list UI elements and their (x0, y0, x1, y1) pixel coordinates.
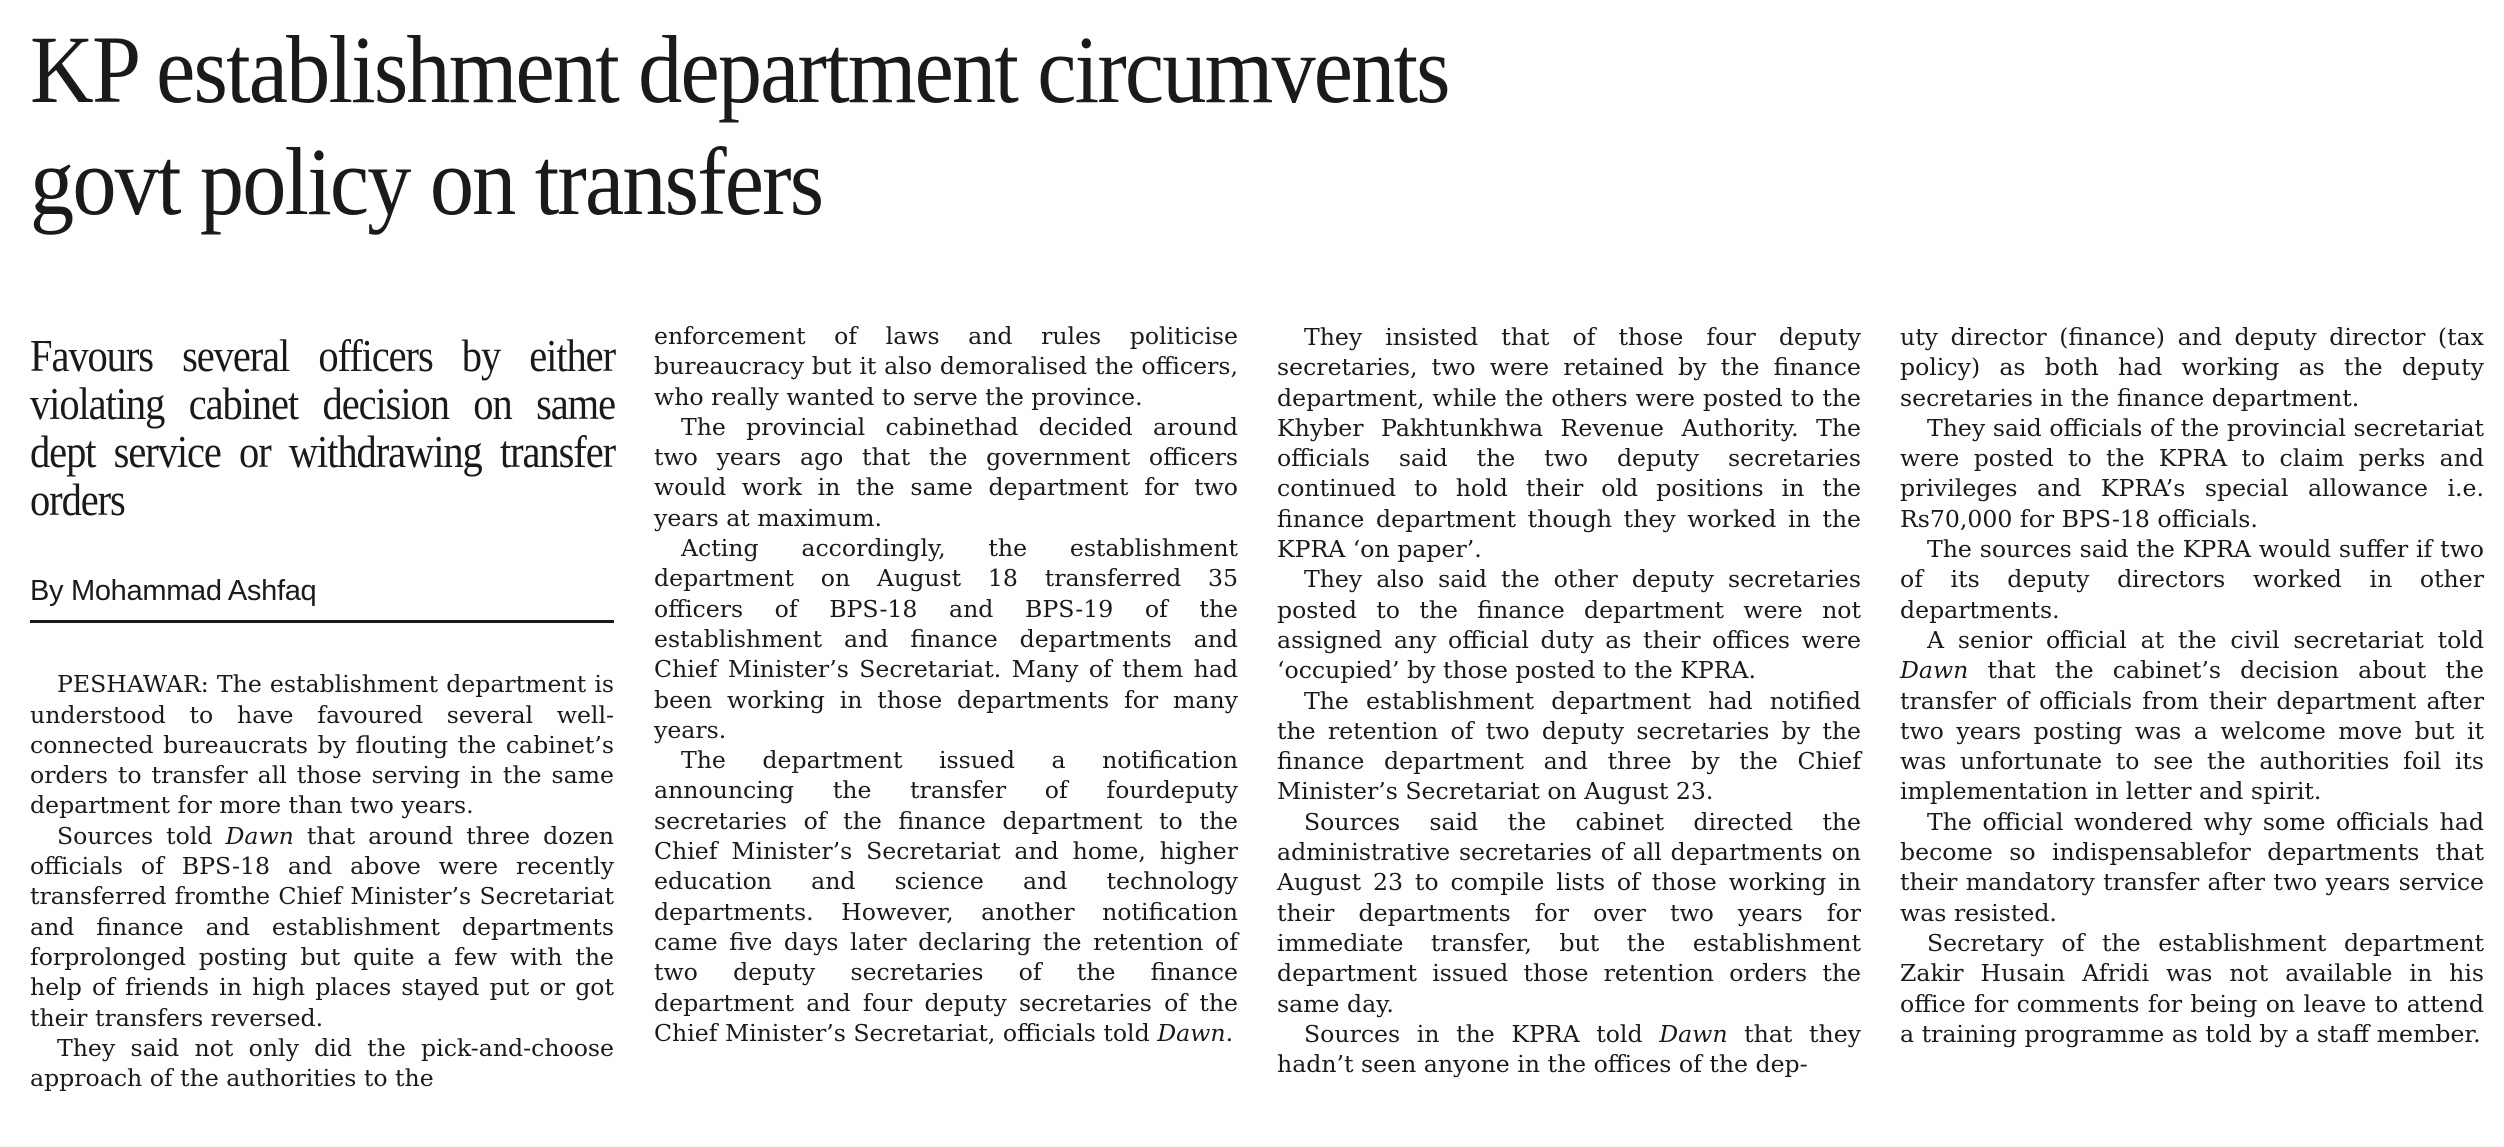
paragraph: They also said the other deputy secretaries posted to the finance department were not assigned any official duty as their offices were ‘occupied’ by those posted to the KPRA. (1277, 565, 1861, 685)
publication-name: Dawn (1900, 656, 1969, 685)
paragraph: They said officials of the provincial secretariat were posted to the KPRA to claim perks and privileges and KPRA’s special allowance i.e. Rs70,000 for BPS-18 officials. (1900, 413, 2484, 533)
paragraph-text: The department issued a notification announcing the transfer of fourdeputy secretaries of the finance department to the Chief Minister’s Secretariat and home, higher education and science and technology departments. However, another notification came five days later declaring the retention of two deputy secretaries of the finance department and four deputy secretaries of the Chief Minister’s Secretariat, officials told (654, 746, 1238, 1047)
paragraph-text: that they hadn’t seen anyone in the offices of the dep- (1277, 1019, 1861, 1079)
paragraph: enforcement of laws and rules politicise bureaucracy but it also demoralised the officers, who really wanted to serve the province. (654, 322, 1238, 411)
paragraph: The provincial cabinethad decided around two years ago that the government officers would work in the same department for two years at maximum. (654, 412, 1238, 532)
column-1 (30, 322, 614, 1093)
paragraph-text: Sources in the KPRA told (1304, 1019, 1660, 1048)
paragraph (654, 745, 1238, 1048)
paragraph-text: A senior official at the civil secretariat told (1927, 625, 2484, 654)
paragraph: Acting accordingly, the establishment department on August 18 transferred 35 officers of BPS-18 and BPS-19 of the establishment and finance departments and Chief Minister’s Secretariat. Many of them had been working in those departments for many years. (654, 534, 1238, 744)
paragraph (1277, 1019, 1861, 1080)
headline-line-2: govt policy on transfers (30, 128, 823, 235)
headline-line-1: KP establishment department circumvents (30, 16, 1449, 123)
article-columns (0, 322, 2504, 1147)
paragraph-text: . (1225, 1018, 1234, 1047)
paragraph: Sources said the cabinet directed the administrative secretaries of all departments on August 23 to compile lists of those working in their departments for over two years for immediate transfer, but the establishment department issued those retention orders the same day. (1277, 807, 1861, 1018)
publication-name: Dawn (1157, 1018, 1226, 1047)
paragraph-text: that the cabinet’s decision about the transfer of officials from their department after two years posting was a welcome move but it was unfortunate to see the authorities foil its implementation in letter and spirit. (1900, 656, 2484, 806)
publication-name: Dawn (225, 821, 294, 850)
paragraph: They said not only did the pick-and-choose approach of the authorities to the (30, 1033, 614, 1093)
paragraph: They insisted that of those four deputy secretaries, two were retained by the finance department, while the others were posted to the Khyber Pakhtunkhwa Revenue Authority. The officials said the two deputy secretaries continued to hold their old positions in the finance department though they worked in the KPRA ‘on paper’. (1277, 323, 1861, 564)
article-subhead: Favours several officers by either violating cabinet decision on same dept service or withdrawing transfer orders (30, 331, 615, 525)
article-headline (30, 14, 2293, 238)
paragraph (1900, 625, 2484, 807)
paragraph: uty director (finance) and deputy director (tax policy) as both had working as the deputy secretaries in the finance department. (1900, 323, 2484, 412)
column-2 (654, 321, 1238, 1048)
publication-name: Dawn (1659, 1019, 1728, 1048)
paragraph: The establishment department had notified the retention of two deputy secretaries by the finance department and three by the Chief Minister’s Secretariat on August 23. (1277, 686, 1861, 806)
paragraph: The sources said the KPRA would suffer if two of its deputy directors worked in other departments. (1900, 535, 2484, 624)
paragraph-text: that around three dozen officials of BPS-18 and above were recently transferred fromthe Chief Minister’s Secretariat and finance and establishment departments forprolonged posting but quite a few with the help of friends in high places stayed put or got their transfers reversed. (30, 821, 614, 1032)
paragraph (30, 821, 614, 1033)
article-byline: By Mohammad Ashfaq (30, 576, 614, 623)
column-4 (1900, 322, 2484, 1049)
paragraph-text: Sources told (57, 821, 226, 850)
column-1-body (30, 669, 614, 1093)
paragraph: Secretary of the establishment department Zakir Husain Afridi was not available in his office for comments for being on leave to attend a training programme as told by a staff member. (1900, 928, 2484, 1048)
paragraph: The official wondered why some officials had become so indispensablefor departments that their mandatory transfer after two years service was resisted. (1900, 807, 2484, 927)
column-3 (1277, 322, 1861, 1079)
paragraph: PESHAWAR: The establishment department is understood to have favoured several well-connected bureaucrats by flouting the cabinet’s orders to transfer all those serving in the same department for more than two years. (30, 670, 614, 820)
